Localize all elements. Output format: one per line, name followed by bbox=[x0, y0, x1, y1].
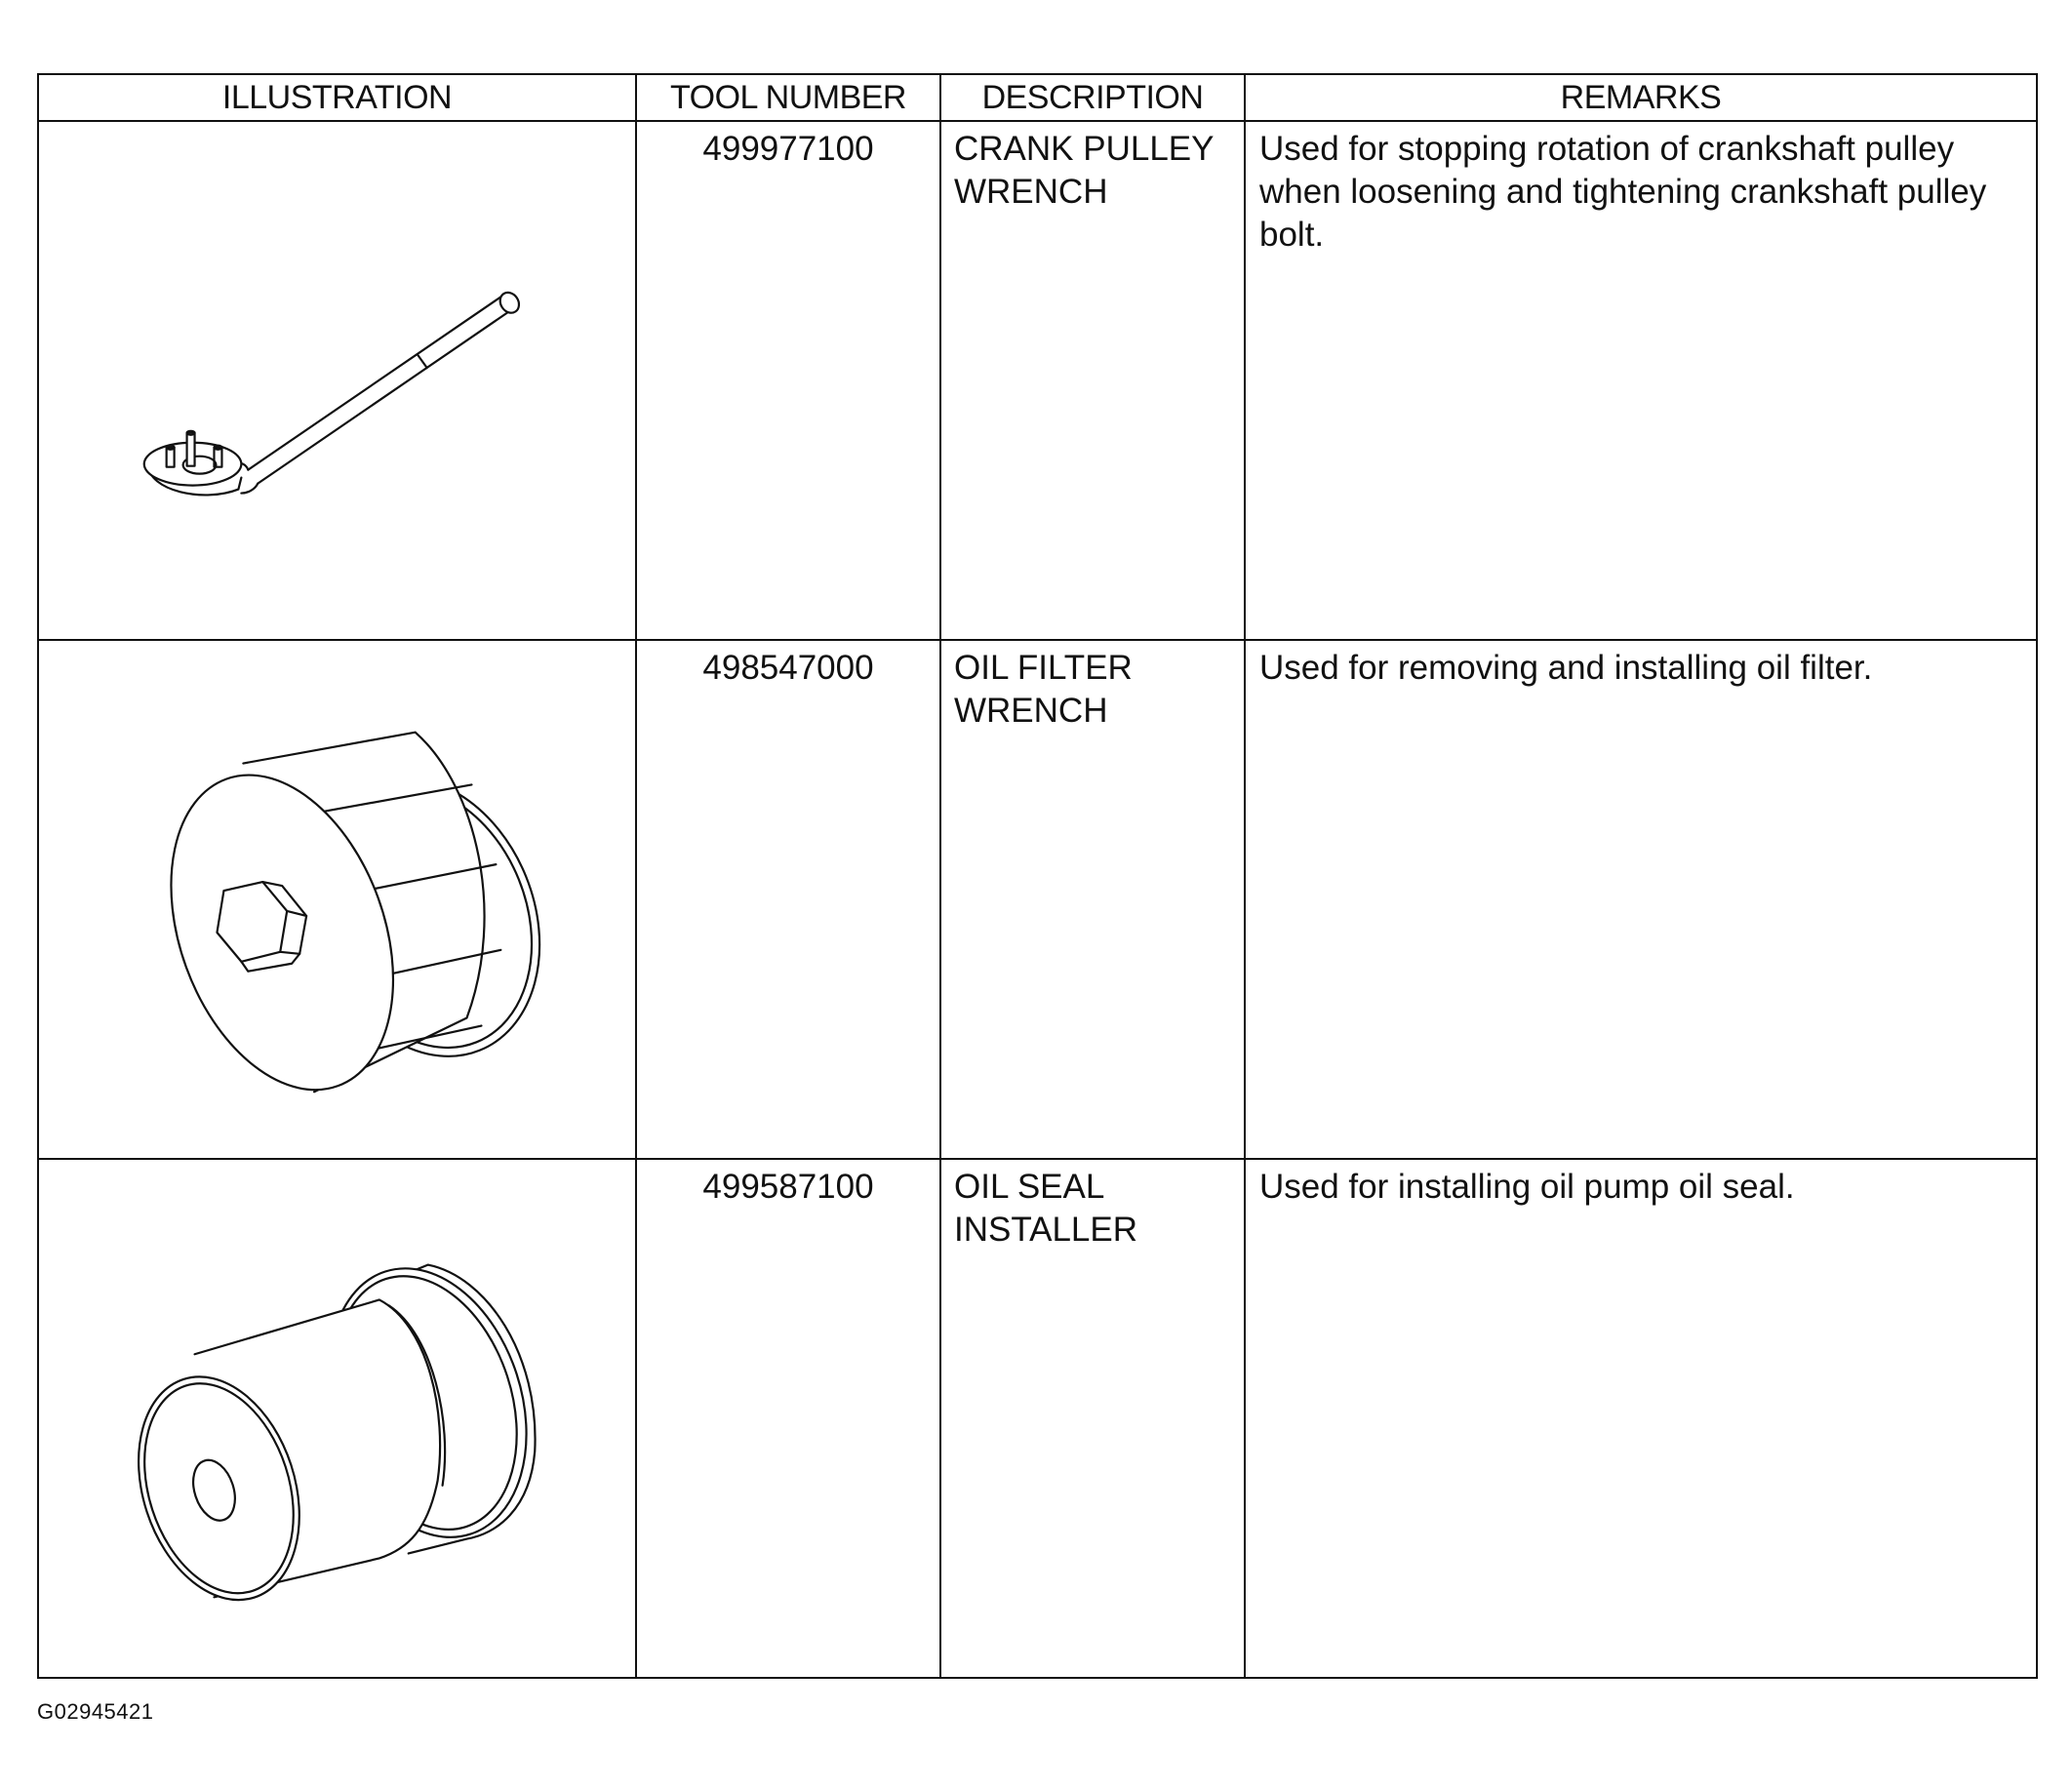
crank-pulley-wrench-icon bbox=[39, 122, 635, 639]
header-remarks: REMARKS bbox=[1245, 74, 2037, 121]
header-description: DESCRIPTION bbox=[940, 74, 1245, 121]
special-tools-table bbox=[37, 73, 2038, 1679]
remarks-cell: Used for removing and installing oil filter. bbox=[1245, 640, 2037, 1159]
oil-seal-installer-icon bbox=[39, 1160, 635, 1677]
description-cell: CRANK PULLEY WRENCH bbox=[940, 121, 1245, 640]
remarks-cell: Used for stopping rotation of crankshaft pulley when loosening and tightening crankshaft pulley bolt. bbox=[1245, 121, 2037, 640]
header-tool-number: TOOL NUMBER bbox=[636, 74, 940, 121]
description-cell: OIL SEAL INSTALLER bbox=[940, 1159, 1245, 1678]
table-row bbox=[38, 640, 2037, 1159]
tool-number-cell: 499977100 bbox=[636, 121, 940, 640]
description-cell: OIL FILTER WRENCH bbox=[940, 640, 1245, 1159]
table-row bbox=[38, 121, 2037, 640]
illustration-cell bbox=[38, 1159, 636, 1678]
table-header-row bbox=[38, 74, 2037, 121]
tool-number-cell: 499587100 bbox=[636, 1159, 940, 1678]
oil-filter-wrench-icon bbox=[39, 641, 635, 1158]
header-illustration: ILLUSTRATION bbox=[38, 74, 636, 121]
remarks-cell: Used for installing oil pump oil seal. bbox=[1245, 1159, 2037, 1678]
table-row bbox=[38, 1159, 2037, 1678]
tool-number-cell: 498547000 bbox=[636, 640, 940, 1159]
illustration-cell bbox=[38, 640, 636, 1159]
figure-code: G02945421 bbox=[37, 1699, 154, 1724]
illustration-cell bbox=[38, 121, 636, 640]
